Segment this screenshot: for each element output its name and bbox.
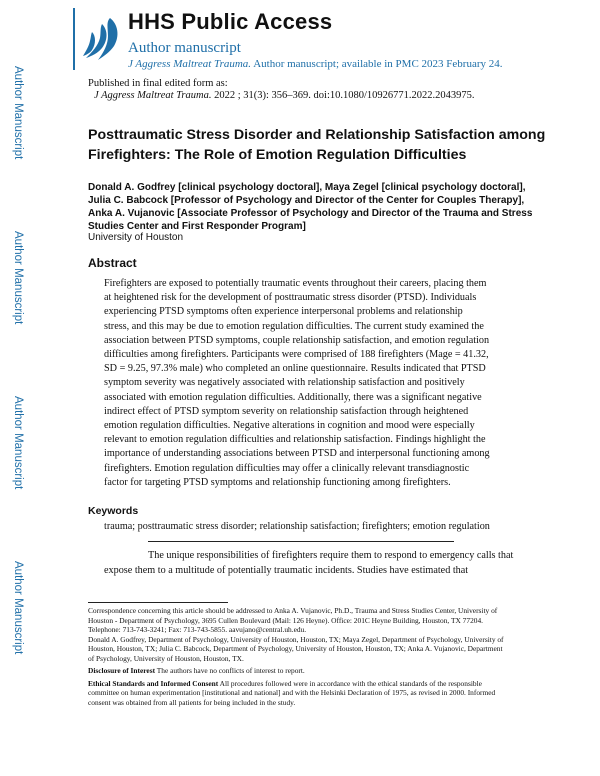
- journal-availability-line: [128, 58, 502, 70]
- keywords-heading: Keywords: [88, 505, 139, 517]
- body-paragraph: The unique responsibilities of firefighters require them to respond to emergency calls that expose them to a multitude of potentially traumatic incidents. Studies have estimated that: [104, 550, 514, 576]
- citation-journal: J Aggress Maltreat Trauma.: [94, 90, 212, 101]
- header-divider: [73, 8, 75, 70]
- citation-line: [94, 90, 475, 101]
- footnote-rule: [88, 602, 228, 603]
- side-label-author-manuscript: Author Manuscript: [12, 66, 24, 160]
- footnotes: [88, 606, 508, 707]
- section-divider: [148, 541, 454, 542]
- author-list: Donald A. Godfrey [clinical psychology doctoral], Maya Zegel [clinical psychology doctoral], Julia C. Babcock [Professor of Psychology and Director of the Center for Couples Therapy], Anka A. Vujanovic [Associate Professor of Psychology and Director of the Trauma and Stress Studies Center and First Responder Program]: [88, 182, 533, 232]
- keywords-list: trauma; posttraumatic stress disorder; relationship satisfaction; firefighters; emotion regulation: [104, 521, 490, 532]
- citation-details: 2022 ; 31(3): 356–369. doi:10.1080/10926771.2022.2043975.: [211, 90, 475, 101]
- published-note: Published in final edited form as:: [88, 78, 228, 89]
- ethics-note: [88, 679, 508, 708]
- ethics-label: Ethical Standards and Informed Consent: [88, 678, 219, 688]
- availability-text: Author manuscript; available in PMC 2023 February 24.: [251, 58, 503, 70]
- abstract-heading: Abstract: [88, 256, 137, 270]
- side-label-author-manuscript: Author Manuscript: [12, 396, 24, 490]
- correspondence-note: Correspondence concerning this article should be addressed to Anka A. Vujanovic, Ph.D., Trauma and Stress Studies Center, University of Houston - Department of Psychology, 3695 Cullen Boulevard (Mail: 126 Heyne). Office: 201C Heyne Building, Houston, TX 77204. Telephone: 713-743-3241; Fax: 713-743-5855. aavujano@central.uh.edu.: [88, 606, 498, 634]
- affiliation: University of Houston: [88, 232, 184, 243]
- author-manuscript-subtitle: Author manuscript: [128, 40, 241, 56]
- disclosure-note: [88, 666, 508, 676]
- journal-name: J Aggress Maltreat Trauma.: [128, 58, 252, 70]
- hhs-logo-icon: [80, 14, 124, 66]
- abstract-text: Firefighters are exposed to potentially traumatic events throughout their careers, placing them at heightened risk for the development of posttraumatic stress disorder (PTSD). Individuals experiencing PTSD symptoms often experience interpersonal problems and relationship stress, and this may be due to emotion regulation difficulties. The current study examined the association between PTSD symptoms, couple relationship satisfaction, and emotion regulation difficulties among firefighters. Participants were comprised of 188 firefighters (Mage = 41.32, SD = 9.25, 97.3% male) who completed an online questionnaire. Results indicated that PTSD symptom severity was negatively associated with relationship satisfaction and positively associated with emotion regulation difficulties. Additionally, there was a significant negative indirect effect of PTSD symptom severity on relationship satisfaction through heightened emotion regulation difficulties. Negative alterations in cognition and mood were especially relevant to emotion regulation difficulties and relationship satisfaction. Findings highlight the importance of understanding associations between PTSD and interpersonal functioning among firefighters. Emotion regulation difficulties may offer a clinically relevant transdiagnostic factor for targeting PTSD symptoms and relationship functioning among firefighters.: [104, 278, 490, 488]
- body-text: [104, 548, 518, 578]
- side-label-author-manuscript: Author Manuscript: [12, 231, 24, 325]
- disclosure-text: The authors have no conflicts of interest to report.: [155, 666, 305, 675]
- side-label-author-manuscript: Author Manuscript: [12, 561, 24, 655]
- article-title: Posttraumatic Stress Disorder and Relationship Satisfaction among Firefighters: The Role of Emotion Regulation Difficulties: [88, 127, 546, 163]
- hhs-public-access-title: HHS Public Access: [128, 9, 333, 34]
- author-affiliations-note: Donald A. Godfrey, Department of Psychology, University of Houston, Houston, TX; Maya Zegel, Department of Psychology, University of Houston, Houston, TX; Julia C. Babcock, Department of Psychology, University of Houston, Houston, TX; Anka A. Vujanovic, Department of Psychology, University of Houston, Houston, TX.: [88, 634, 504, 663]
- ethics-text: All procedures followed were in accordance with the ethical standards of the responsible committee on human experimentation [institutional and national] and with the Helsinki Declaration of 1975, as revised in 2000. Informed consent was obtained from all patients for being included in the study.: [88, 678, 496, 707]
- disclosure-label: Disclosure of Interest: [88, 666, 156, 675]
